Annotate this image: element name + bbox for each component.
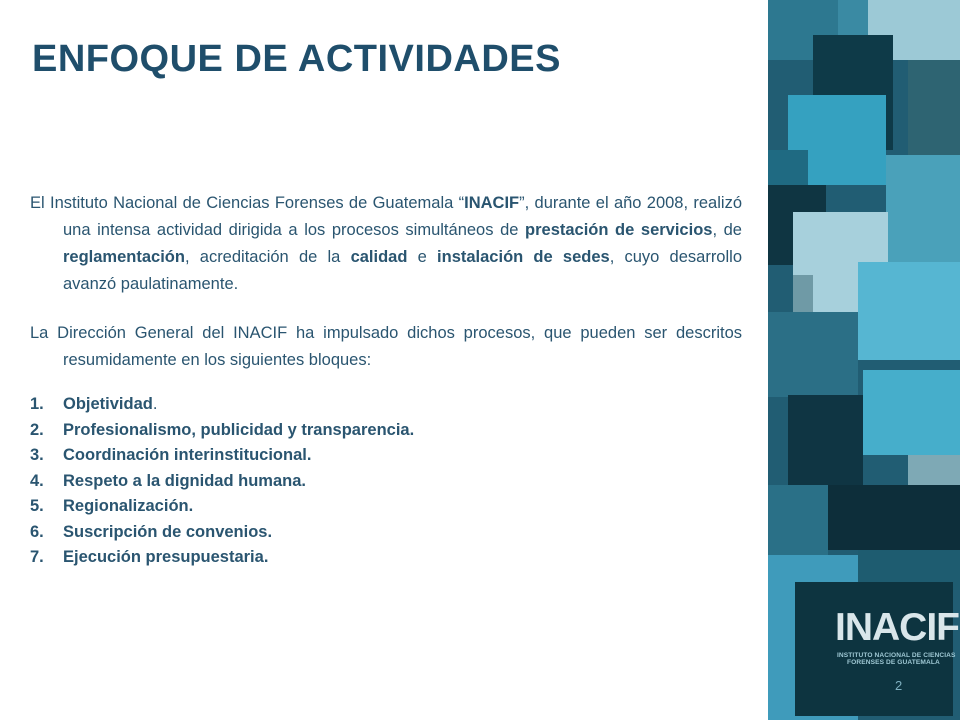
list-number: 6.: [30, 522, 44, 541]
list-label: Coordinación interinstitucional.: [63, 446, 312, 464]
mosaic-tile: [768, 485, 828, 555]
mosaic-tile: [828, 485, 960, 550]
list-item: [30, 392, 742, 418]
list-label: Suscripción de convenios.: [63, 522, 273, 541]
mosaic-tile: [863, 370, 960, 455]
list-number: 5.: [30, 497, 44, 515]
intro-bold-servicios: prestación de servicios: [525, 221, 713, 239]
list-item: [30, 469, 742, 495]
mosaic-tile: [788, 395, 863, 485]
list-number: 3.: [30, 446, 44, 464]
intro-text-4: , acreditación de la: [184, 248, 351, 266]
list-label: Ejecución presupuestaria.: [63, 548, 269, 566]
page-number: 2: [895, 678, 903, 693]
logo-subtitle-2: FORENSES DE GUATEMALA: [847, 659, 940, 666]
list-label: Profesionalismo, publicidad y transparencia.: [63, 420, 415, 439]
list-item: [30, 520, 742, 546]
intro-bold-inacif: INACIF: [464, 194, 520, 212]
intro-text-3: , de: [712, 221, 742, 239]
intro-text-6: , cuyo desarrollo avanzó paulatinamente.: [63, 248, 742, 293]
blocks-list: [30, 392, 742, 571]
mosaic-tile: [886, 155, 960, 265]
list-number: 2.: [30, 420, 44, 439]
list-number: 1.: [30, 395, 44, 413]
slide-title: ENFOQUE DE ACTIVIDADES: [32, 38, 561, 80]
list-item: [30, 443, 742, 469]
intro-bold-calidad: calidad: [350, 248, 408, 266]
list-suffix: .: [152, 395, 158, 413]
slide-body: [30, 190, 742, 571]
list-label: Respeto a la dignidad humana.: [63, 471, 306, 490]
list-label: Objetividad: [63, 395, 153, 413]
mosaic-tile: [768, 312, 858, 397]
intro-bold-sedes: instalación de sedes: [437, 248, 610, 266]
intro-bold-reglamentacion: reglamentación: [63, 248, 185, 266]
intro-text-2: ”, durante el año 2008, realizó una intensa actividad dirigida a los procesos simultáneos de: [63, 194, 742, 239]
logo-subtitle-1: INSTITUTO NACIONAL DE CIENCIAS: [837, 652, 956, 659]
list-label: Regionalización.: [63, 497, 194, 515]
list-item: [30, 418, 742, 444]
list-item: [30, 494, 742, 520]
inacif-logo: [835, 606, 959, 666]
intro-text-1: El Instituto Nacional de Ciencias Forenses de Guatemala “: [30, 194, 465, 212]
intro-paragraph: [30, 190, 742, 298]
logo-wordmark: INACIF: [835, 606, 959, 649]
direccion-paragraph: La Dirección General del INACIF ha impulsado dichos procesos, que pueden ser descritos resumidamente en los siguientes bloques:: [30, 324, 742, 369]
intro-text-5: e: [407, 248, 438, 266]
mosaic-tile: [793, 275, 813, 312]
list-item: [30, 545, 742, 571]
list-number: 7.: [30, 548, 44, 566]
list-number: 4.: [30, 471, 44, 490]
mosaic-tile: [858, 262, 960, 360]
mosaic-tile: [908, 60, 960, 155]
